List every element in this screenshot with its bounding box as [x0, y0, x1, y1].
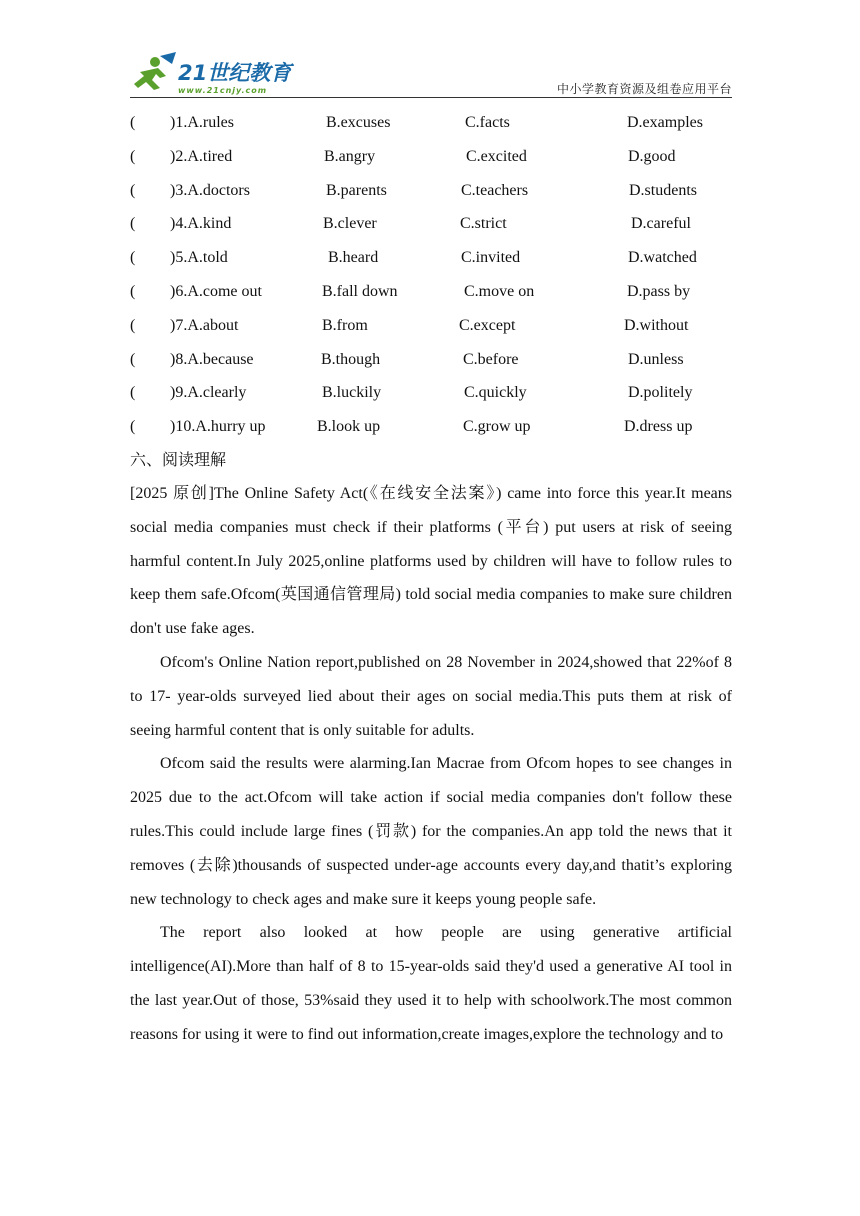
- header-tagline: 中小学教育资源及组卷应用平台: [556, 82, 732, 96]
- option-d: D.without: [624, 316, 689, 334]
- option-c: C.facts: [465, 114, 510, 131]
- option-b: B.excuses: [326, 114, 391, 131]
- question-open-paren: (: [130, 249, 136, 267]
- question-open-paren: (: [130, 147, 136, 165]
- option-a: A.kind: [187, 215, 232, 233]
- question-open-paren: (: [130, 418, 136, 436]
- question-number: )2.: [170, 147, 188, 165]
- question-row: [130, 275, 732, 309]
- question-number: )9.: [170, 384, 188, 402]
- option-a: A.come out: [187, 282, 262, 300]
- question-open-paren: (: [130, 316, 136, 334]
- option-a: A.clearly: [187, 384, 247, 402]
- question-number: )6.: [170, 282, 188, 300]
- option-a: A.about: [187, 316, 239, 334]
- question-number: )5.: [170, 249, 188, 267]
- question-row: [130, 309, 732, 343]
- option-c: C.before: [463, 350, 519, 368]
- question-row: [130, 376, 732, 410]
- question-row: [130, 343, 732, 377]
- question-open-paren: (: [130, 215, 136, 233]
- page-header: [130, 46, 732, 98]
- option-c: C.strict: [460, 215, 507, 233]
- passage-paragraph-3: Ofcom said the results were alarming.Ian Macrae from Ofcom hopes to see changes in 2025 due to the act.Ofcom will take action if social media companies don't follow these rules.This could include large fines (罚款) for the companies.An app told the news that it removes (去除)thousands of suspected under-age accounts every day,and thatit’s exploring new technology to check ages and make sure it keeps young people safe.: [130, 755, 732, 908]
- question-number: )1.: [170, 114, 188, 131]
- option-b: B.fall down: [322, 282, 398, 300]
- option-c: C.invited: [461, 249, 521, 267]
- question-number: )10.: [170, 418, 196, 436]
- option-b: B.heard: [328, 249, 379, 267]
- logo-21cnjy: [130, 50, 300, 98]
- reading-passage: [130, 477, 732, 1052]
- question-number: )8.: [170, 350, 188, 368]
- option-a: A.rules: [187, 114, 234, 131]
- runner-icon: [134, 52, 176, 90]
- question-row: [130, 140, 732, 174]
- logo-text: 21世纪教育: [178, 61, 292, 85]
- passage-paragraph-2: Ofcom's Online Nation report,published on 28 November in 2024,showed that 22%of 8 to 17- year-olds surveyed lied about their ages on social media.This puts them at risk of seeing harmful content that is only suitable for adults.: [130, 653, 732, 739]
- logo-url: www.21cnjy.com: [178, 86, 268, 95]
- option-c: C.excited: [466, 147, 527, 165]
- question-row: [130, 106, 732, 140]
- option-d: D.examples: [627, 114, 703, 131]
- question-open-paren: (: [130, 181, 136, 199]
- question-number: )4.: [170, 215, 188, 233]
- option-a: A.doctors: [187, 181, 250, 199]
- option-d: D.watched: [628, 249, 697, 267]
- option-d: D.pass by: [627, 282, 691, 300]
- question-list: [130, 106, 732, 444]
- option-d: D.students: [629, 181, 697, 199]
- option-b: B.angry: [324, 147, 376, 165]
- option-d: D.dress up: [624, 418, 693, 436]
- option-c: C.move on: [464, 282, 535, 300]
- option-c: C.grow up: [463, 418, 531, 436]
- option-b: B.look up: [317, 418, 381, 436]
- option-c: C.teachers: [461, 181, 529, 199]
- question-number: )7.: [170, 316, 188, 334]
- option-b: B.luckily: [322, 384, 382, 402]
- header-divider: [130, 97, 732, 98]
- question-row: [130, 207, 732, 241]
- option-a: A.hurry up: [195, 418, 266, 436]
- question-row: [130, 174, 732, 208]
- option-a: A.told: [187, 249, 228, 267]
- option-b: B.parents: [326, 181, 387, 199]
- passage-paragraph-1: [2025 原创]The Online Safety Act(《在线安全法案》) came into force this year.It means social media companies must check if their platforms (平台) put users at risk of seeing harmful content.In July 2025,online platforms used by children will have to follow rules to keep them safe.Ofcom(英国通信管理局) told social media companies to make sure children don't use fake ages.: [130, 485, 732, 638]
- option-b: B.clever: [323, 215, 377, 233]
- option-c: C.except: [459, 316, 516, 334]
- question-row: [130, 410, 732, 444]
- section-title: 六、阅读理解: [130, 450, 227, 469]
- question-open-paren: (: [130, 282, 136, 300]
- passage-paragraph-4: The report also looked at how people are using generative artificial intelligence(AI).More than half of 8 to 15-year-olds said they'd used a generative AI tool in the last year.Out of those, 53%said they used it to help with schoolwork.The most common reasons for using it were to find out information,create images,explore the technology and to: [130, 924, 732, 1043]
- option-d: D.politely: [628, 384, 693, 402]
- option-a: A.tired: [187, 147, 233, 165]
- option-d: D.careful: [631, 215, 691, 233]
- option-c: C.quickly: [464, 384, 527, 402]
- option-d: D.unless: [628, 350, 684, 368]
- question-open-paren: (: [130, 350, 136, 368]
- question-number: )3.: [170, 181, 188, 199]
- question-open-paren: (: [130, 384, 136, 402]
- question-open-paren: (: [130, 114, 136, 131]
- question-row: [130, 241, 732, 275]
- option-b: B.though: [321, 350, 381, 368]
- option-b: B.from: [322, 316, 368, 334]
- option-d: D.good: [628, 147, 676, 165]
- option-a: A.because: [187, 350, 254, 368]
